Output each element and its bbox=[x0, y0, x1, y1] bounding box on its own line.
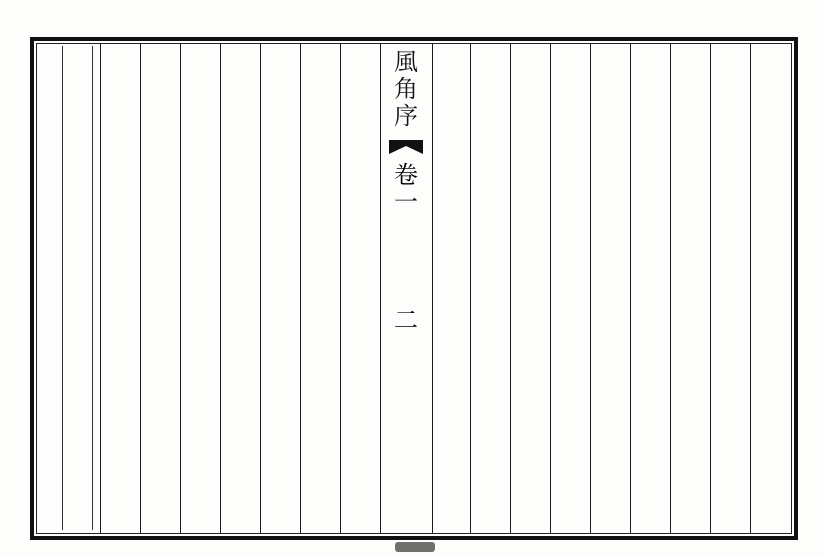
column-rule bbox=[550, 43, 551, 534]
text-column bbox=[755, 46, 785, 530]
column-rule bbox=[750, 43, 751, 534]
volume-glyph: 一 bbox=[394, 188, 418, 216]
column-rule bbox=[630, 43, 631, 534]
margin-rule bbox=[92, 46, 93, 530]
column-rule bbox=[590, 43, 591, 534]
column-rule bbox=[220, 43, 221, 534]
center-column bbox=[383, 43, 429, 534]
text-column bbox=[635, 46, 665, 530]
volume-label bbox=[394, 162, 418, 216]
text-column bbox=[345, 46, 375, 530]
column-rule bbox=[432, 43, 433, 534]
column-rule bbox=[510, 43, 511, 534]
text-column bbox=[225, 46, 255, 530]
volume-glyph: 卷 bbox=[394, 161, 418, 189]
text-column bbox=[475, 46, 505, 530]
text-column bbox=[675, 46, 705, 530]
column-rule bbox=[470, 43, 471, 534]
column-rule bbox=[710, 43, 711, 534]
column-rule bbox=[100, 43, 101, 534]
title-glyph: 風 bbox=[394, 48, 418, 76]
text-column bbox=[145, 46, 175, 530]
title-glyph: 角 bbox=[394, 75, 418, 103]
column-rule bbox=[140, 43, 141, 534]
text-column bbox=[515, 46, 545, 530]
column-rule bbox=[260, 43, 261, 534]
page-number: 二 bbox=[394, 306, 418, 334]
text-column bbox=[715, 46, 745, 530]
title-glyph: 序 bbox=[394, 102, 418, 130]
text-column bbox=[595, 46, 625, 530]
text-column bbox=[185, 46, 215, 530]
text-column bbox=[305, 46, 335, 530]
column-rule bbox=[340, 43, 341, 534]
text-column bbox=[555, 46, 585, 530]
bottom-edge-mark bbox=[395, 542, 435, 552]
text-column bbox=[105, 46, 135, 530]
column-rule bbox=[670, 43, 671, 534]
column-rule bbox=[380, 43, 381, 534]
fishtail-mark-icon bbox=[389, 140, 423, 156]
column-rule bbox=[180, 43, 181, 534]
preface-title bbox=[394, 49, 418, 130]
text-column bbox=[435, 46, 465, 530]
column-rule bbox=[300, 43, 301, 534]
text-column bbox=[265, 46, 295, 530]
margin-rule bbox=[62, 46, 63, 530]
